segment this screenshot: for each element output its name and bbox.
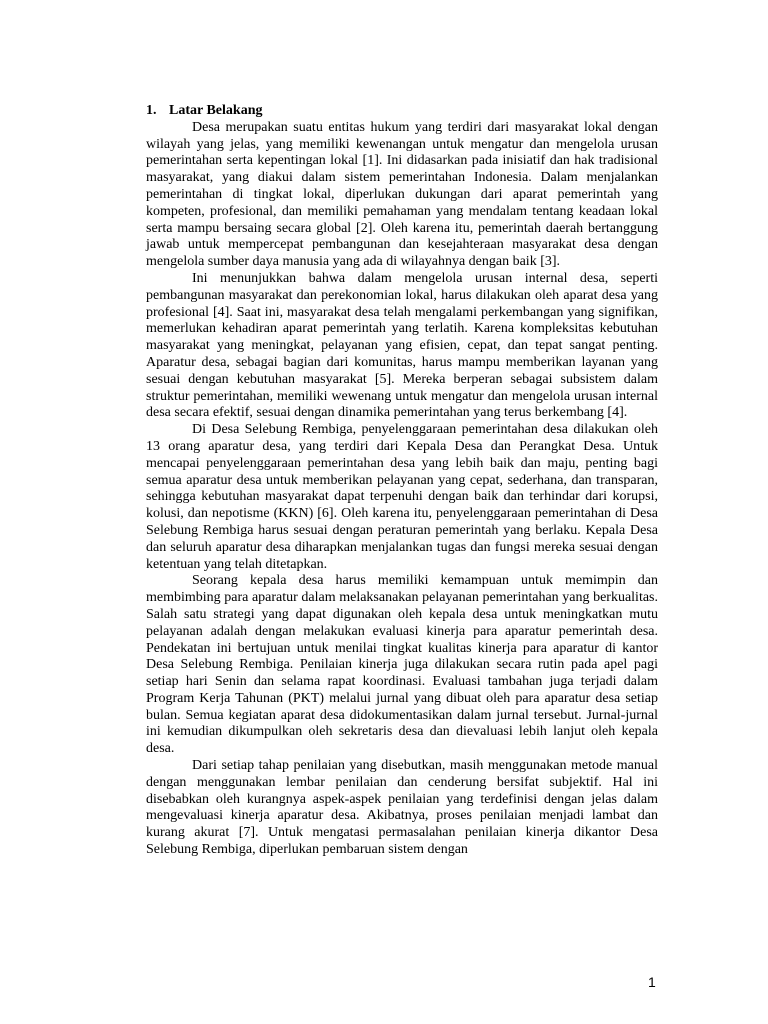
page-number: 1 [648, 974, 656, 990]
section-title: Latar Belakang [169, 103, 263, 118]
paragraph-5: Dari setiap tahap penilaian yang disebutkan, masih menggunakan metode manual dengan menggunakan lembar penilaian dan cenderung bersifat subjektif. Hal ini disebabkan oleh kurangnya aspek-aspek penilaian yang terdefinisi dengan jelas dalam mengevaluasi kinerja aparatur desa. Akibatnya, proses penilaian menjadi lambat dan kurang akurat [7]. Untuk mengatasi permasalahan penilaian kinerja dikantor Desa Selebung Rembiga, diperlukan pembaruan sistem dengan [146, 758, 658, 858]
paragraph-4: Seorang kepala desa harus memiliki kemampuan untuk memimpin dan membimbing para aparatur dalam melaksanakan pelayanan pemerintahan yang berkualitas. Salah satu strategi yang dapat digunakan oleh kepala desa untuk meningkatkan mutu pelayanan adalah dengan melakukan evaluasi kinerja para aparatur pemerintah desa. Pendekatan ini bertujuan untuk menilai tingkat kualitas kinerja para aparatur di kantor Desa Selebung Rembiga. Penilaian kinerja juga dilakukan secara rutin pada apel pagi setiap hari Senin dan selama rapat koordinasi. Evaluasi tambahan juga terjadi dalam Program Kerja Tahunan (PKT) melalui jurnal yang dibuat oleh para aparatur desa setiap bulan. Semua kegiatan aparat desa didokumentasikan dalam jurnal tersebut. Jurnal-jurnal ini kemudian dikumpulkan oleh sekretaris desa dan dievaluasi lebih lanjut oleh kepala desa. [146, 573, 658, 757]
document-body [146, 103, 658, 859]
paragraph-3: Di Desa Selebung Rembiga, penyelenggaraan pemerintahan desa dilakukan oleh 13 orang aparatur desa, yang terdiri dari Kepala Desa dan Perangkat Desa. Untuk mencapai penyelenggaraan pemerintahan desa yang lebih baik dan maju, penting bagi semua aparatur desa untuk memberikan pelayanan yang cepat, sederhana, dan transparan, sehingga kebutuhan masyarakat dapat terpenuhi dengan baik dan terhindar dari korupsi, kolusi, dan nepotisme (KKN) [6]. Oleh karena itu, penyelenggaraan pemerintahan di Desa Selebung Rembiga harus sesuai dengan peraturan pemerintah yang berlaku. Kepala Desa dan seluruh aparatur desa diharapkan menjalankan tugas dan fungsi mereka sesuai dengan ketentuan yang telah ditetapkan. [146, 422, 658, 572]
section-heading [146, 103, 658, 120]
paragraph-1: Desa merupakan suatu entitas hukum yang terdiri dari masyarakat lokal dengan wilayah yang jelas, yang memiliki kewenangan untuk mengatur dan mengelola urusan pemerintahan serta kepentingan lokal [1]. Ini didasarkan pada inisiatif dan hak tradisional masyarakat, yang diakui dalam sistem pemerintahan Indonesia. Dalam menjalankan pemerintahan di tingkat lokal, diperlukan dukungan dari aparat pemerintah yang kompeten, profesional, dan memiliki pemahaman yang mendalam tentang keadaan lokal serta mampu bersaing secara global [2]. Oleh karena itu, pemerintah daerah bertanggung jawab untuk mempercepat pembangunan dan kesejahteraan masyarakat desa dengan mengelola sumber daya manusia yang ada di wilayahnya dengan baik [3]. [146, 119, 658, 270]
paragraph-2: Ini menunjukkan bahwa dalam mengelola urusan internal desa, seperti pembangunan masyarakat dan perekonomian lokal, harus dilakukan oleh aparat desa yang profesional [4]. Saat ini, masyarakat desa telah mengalami perkembangan yang signifikan, memerlukan kehadiran aparat pemerintah yang terlatih. Karena kompleksitas kebutuhan masyarakat yang meningkat, pelayanan yang efisien, cepat, dan tepat sangat penting. Aparatur desa, sebagai bagian dari komunitas, harus mampu memberikan layanan yang sesuai dengan kebutuhan masyarakat [5]. Mereka berperan sebagai subsistem dalam struktur pemerintahan, memiliki wewenang untuk mengatur dan mengelola urusan internal desa secara efektif, sesuai dengan dinamika pemerintahan yang terus berkembang [4]. [146, 270, 658, 421]
section-number: 1. [146, 103, 157, 118]
